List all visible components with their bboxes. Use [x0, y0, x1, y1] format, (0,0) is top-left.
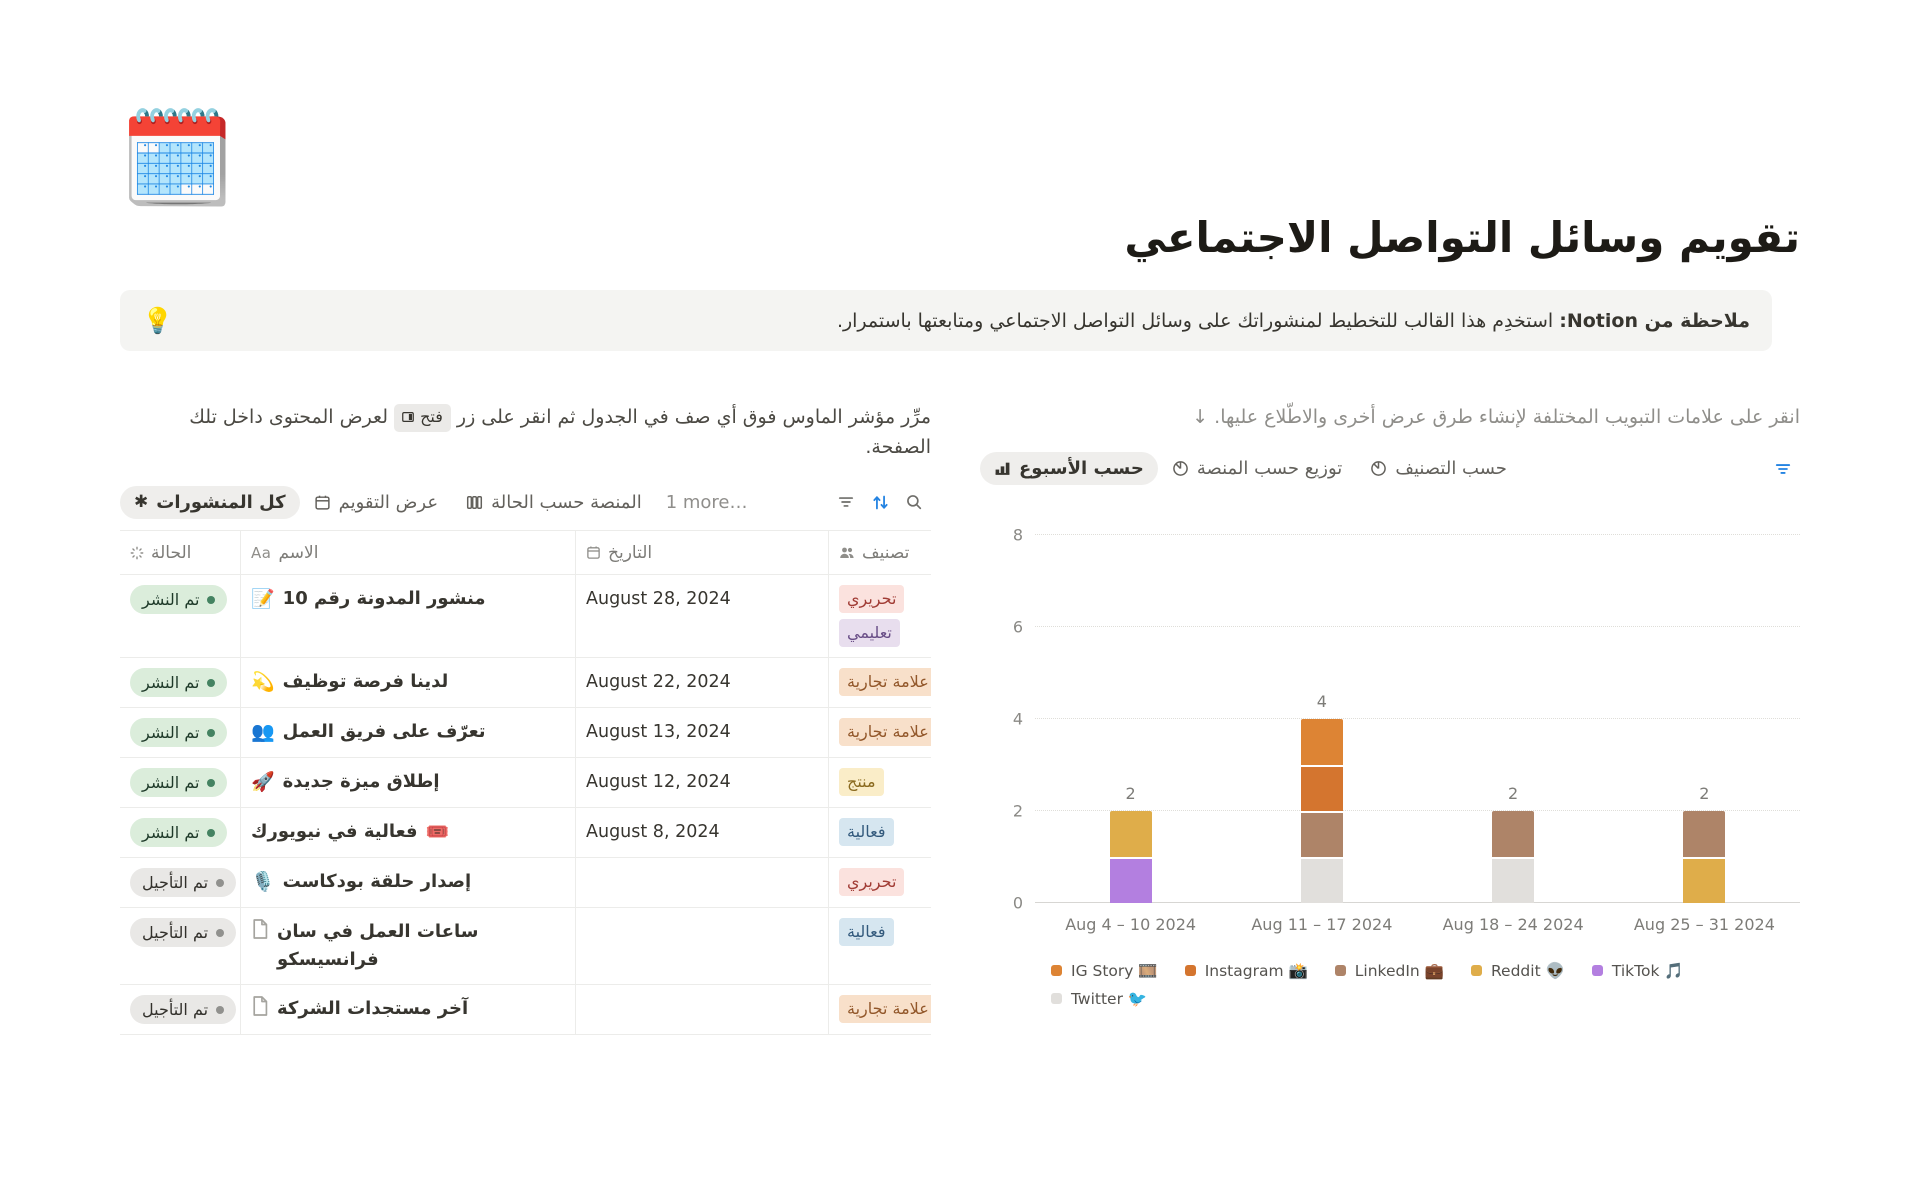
callout-text: ملاحظة من Notion: استخدِم هذا القالب للتخطيط لمنشوراتك على وسائل التواصل الاجتماعي ومتابعتها باستمرار.: [836, 309, 1750, 332]
post-date[interactable]: August 28, 2024: [586, 589, 731, 610]
tab-platform-by-status[interactable]: المنصة حسب الحالة: [452, 486, 656, 519]
status-badge: تم التأجيل: [130, 918, 236, 947]
legend-label: IG Story 🎞️: [1071, 961, 1158, 980]
table-row[interactable]: [120, 758, 931, 808]
legend-item[interactable]: [1051, 990, 1147, 1008]
chart-hint: انقر على علامات التبويب المختلفة لإنشاء طرق عرض أخرى والاطّلاع عليها. ↓: [1192, 406, 1800, 429]
legend-item[interactable]: [1592, 962, 1684, 980]
bar-segment: [1301, 719, 1343, 765]
tab-by-category[interactable]: حسب التصنيف: [1356, 452, 1521, 485]
dizzy-icon: 💫: [251, 671, 275, 694]
post-title[interactable]: فعالية في نيويورك: [251, 821, 418, 843]
status-badge: تم النشر: [130, 585, 227, 614]
y-tick-label: 6: [1012, 617, 1023, 637]
people-emoji-icon: 👥: [251, 721, 275, 744]
tab-by-week[interactable]: حسب الأسبوع: [980, 452, 1158, 485]
x-category-label: Aug 4 – 10 2024: [1065, 914, 1197, 934]
legend-swatch: [1471, 965, 1482, 976]
x-category-label: Aug 18 – 24 2024: [1442, 914, 1584, 934]
bar-slot: [1226, 535, 1417, 903]
calendar-icon: [586, 545, 601, 560]
filter-icon[interactable]: [829, 487, 863, 517]
posts-table: [120, 530, 931, 1035]
pie-chart-icon: [1172, 460, 1189, 477]
post-date[interactable]: August 22, 2024: [586, 672, 731, 693]
table-row[interactable]: [120, 708, 931, 758]
bar-segment: [1301, 857, 1343, 903]
bar-slot: [1035, 535, 1226, 903]
legend-swatch: [1185, 965, 1196, 976]
lightbulb-icon: 💡: [142, 306, 174, 336]
legend-item[interactable]: [1185, 962, 1308, 980]
legend-swatch: [1592, 965, 1603, 976]
chart-toolbar: [980, 449, 1800, 489]
open-button: فتح: [394, 404, 451, 432]
post-date[interactable]: August 13, 2024: [586, 722, 731, 743]
legend-label: Twitter 🐦: [1071, 989, 1148, 1008]
post-title[interactable]: آخر مستجدات الشركة: [277, 998, 469, 1020]
y-tick-label: 8: [1012, 525, 1023, 545]
table-header: [120, 530, 931, 575]
bar-segment: [1683, 811, 1725, 857]
bar-segment: [1492, 811, 1534, 857]
legend-label: Reddit 👽: [1490, 961, 1565, 980]
post-title[interactable]: تعرّف على فريق العمل: [282, 721, 486, 743]
weekly-bar-chart: [980, 525, 1800, 1008]
bar-value-label: 4: [1316, 691, 1327, 711]
legend-swatch: [1051, 993, 1062, 1004]
chart-legend: [980, 962, 1800, 1008]
board-icon: [466, 494, 483, 511]
search-icon[interactable]: [897, 487, 931, 517]
status-icon: [130, 546, 144, 560]
table-toolbar: [120, 482, 931, 522]
column-header-date[interactable]: التاريخ: [575, 531, 828, 574]
bar-value-label: 2: [1699, 783, 1710, 803]
chart-section: [980, 403, 1800, 1007]
category-tag: منتج: [839, 768, 884, 796]
post-title[interactable]: ساعات العمل في سان فرانسيسكو: [277, 921, 479, 971]
tab-distribution-by-platform[interactable]: توزيع حسب المنصة: [1158, 452, 1356, 485]
more-views-link[interactable]: 1 more…: [665, 491, 748, 513]
category-tag: علامة تجارية: [839, 718, 931, 746]
column-header-status[interactable]: الحالة: [120, 531, 240, 574]
column-header-name[interactable]: Aa الاسم: [240, 531, 575, 574]
legend-item[interactable]: [1335, 962, 1444, 980]
table-row[interactable]: [120, 858, 931, 908]
bar-value-label: 2: [1125, 783, 1136, 803]
category-tag: تحريري: [839, 585, 904, 613]
category-tag: تعليمي: [839, 619, 900, 647]
calendar-icon: [314, 494, 331, 511]
x-category-label: Aug 11 – 17 2024: [1251, 914, 1393, 934]
bar-value-label: 2: [1508, 783, 1519, 803]
bar-segment: [1110, 857, 1152, 903]
status-badge: تم النشر: [130, 718, 227, 747]
category-tag: علامة تجارية: [839, 995, 931, 1023]
page-icon: [251, 995, 269, 1017]
category-tag: علامة تجارية: [839, 668, 931, 696]
pie-chart-icon: [1370, 460, 1387, 477]
legend-item[interactable]: [1051, 962, 1158, 980]
table-hint: مرِّر مؤشر الماوس فوق أي صف في الجدول ثم انقر على زر فتح لعرض المحتوى داخل تلك الصفحة.: [120, 403, 931, 462]
post-title[interactable]: منشور المدونة رقم 10: [282, 588, 486, 610]
callout: [120, 290, 1772, 351]
table-row[interactable]: [120, 985, 931, 1035]
chart-plot: [1012, 525, 1800, 913]
open-page-icon: [401, 410, 415, 424]
status-badge: تم النشر: [130, 768, 227, 797]
bar-chart-icon: [994, 460, 1011, 477]
bar-slot: [1609, 535, 1800, 903]
page-icon: [251, 918, 269, 940]
status-badge: تم التأجيل: [130, 995, 236, 1024]
chart-x-labels: [1035, 915, 1800, 934]
legend-item[interactable]: [1471, 962, 1565, 980]
table-row[interactable]: [120, 658, 931, 708]
post-date[interactable]: August 12, 2024: [586, 772, 731, 793]
legend-label: LinkedIn 💼: [1354, 961, 1444, 980]
table-row[interactable]: [120, 908, 931, 985]
category-tag: تحريري: [839, 868, 904, 896]
post-title[interactable]: إطلاق ميزة جديدة: [282, 771, 440, 793]
microphone-icon: 🎙️: [251, 871, 275, 894]
tab-all-posts[interactable]: ✱ كل المنشورات: [120, 486, 300, 519]
ticket-icon: 🎟️: [425, 821, 450, 844]
sort-icon[interactable]: [863, 487, 897, 517]
category-tag: فعالية: [839, 918, 894, 946]
asterisk-icon: ✱: [134, 492, 149, 513]
people-icon: [839, 545, 855, 561]
bar-segment: [1301, 765, 1343, 811]
memo-icon: 📝: [251, 588, 275, 611]
page-title: تقويم وسائل التواصل الاجتماعي: [1124, 213, 1800, 263]
text-type-icon: Aa: [251, 543, 272, 562]
tab-calendar-view[interactable]: عرض التقويم: [300, 486, 452, 519]
bar-slot: [1418, 535, 1609, 903]
y-tick-label: 0: [1012, 893, 1023, 913]
table-row[interactable]: [120, 808, 931, 858]
table-row[interactable]: [120, 575, 931, 658]
category-tag: فعالية: [839, 818, 894, 846]
bar-segment: [1110, 811, 1152, 857]
rocket-icon: 🚀: [251, 771, 275, 794]
bar-segment: [1492, 857, 1534, 903]
post-title[interactable]: إصدار حلقة بودكاست: [282, 871, 472, 893]
column-header-category[interactable]: تصنيف: [828, 531, 931, 574]
y-tick-label: 4: [1012, 709, 1023, 729]
status-badge: تم التأجيل: [130, 868, 236, 897]
legend-swatch: [1051, 965, 1062, 976]
chart-filter-icon[interactable]: [1766, 454, 1800, 484]
legend-label: TikTok 🎵: [1611, 961, 1684, 980]
page-icon[interactable]: 🗓️: [120, 105, 235, 212]
legend-label: Instagram 📸: [1204, 961, 1308, 980]
bar-segment: [1683, 857, 1725, 903]
y-tick-label: 2: [1012, 801, 1023, 821]
legend-swatch: [1335, 965, 1346, 976]
x-category-label: Aug 25 – 31 2024: [1633, 914, 1775, 934]
status-badge: تم النشر: [130, 668, 227, 697]
post-title[interactable]: لدينا فرصة توظيف: [282, 671, 449, 693]
bar-segment: [1301, 811, 1343, 857]
table-section: [120, 403, 931, 1035]
post-date[interactable]: August 8, 2024: [586, 822, 720, 843]
status-badge: تم النشر: [130, 818, 227, 847]
